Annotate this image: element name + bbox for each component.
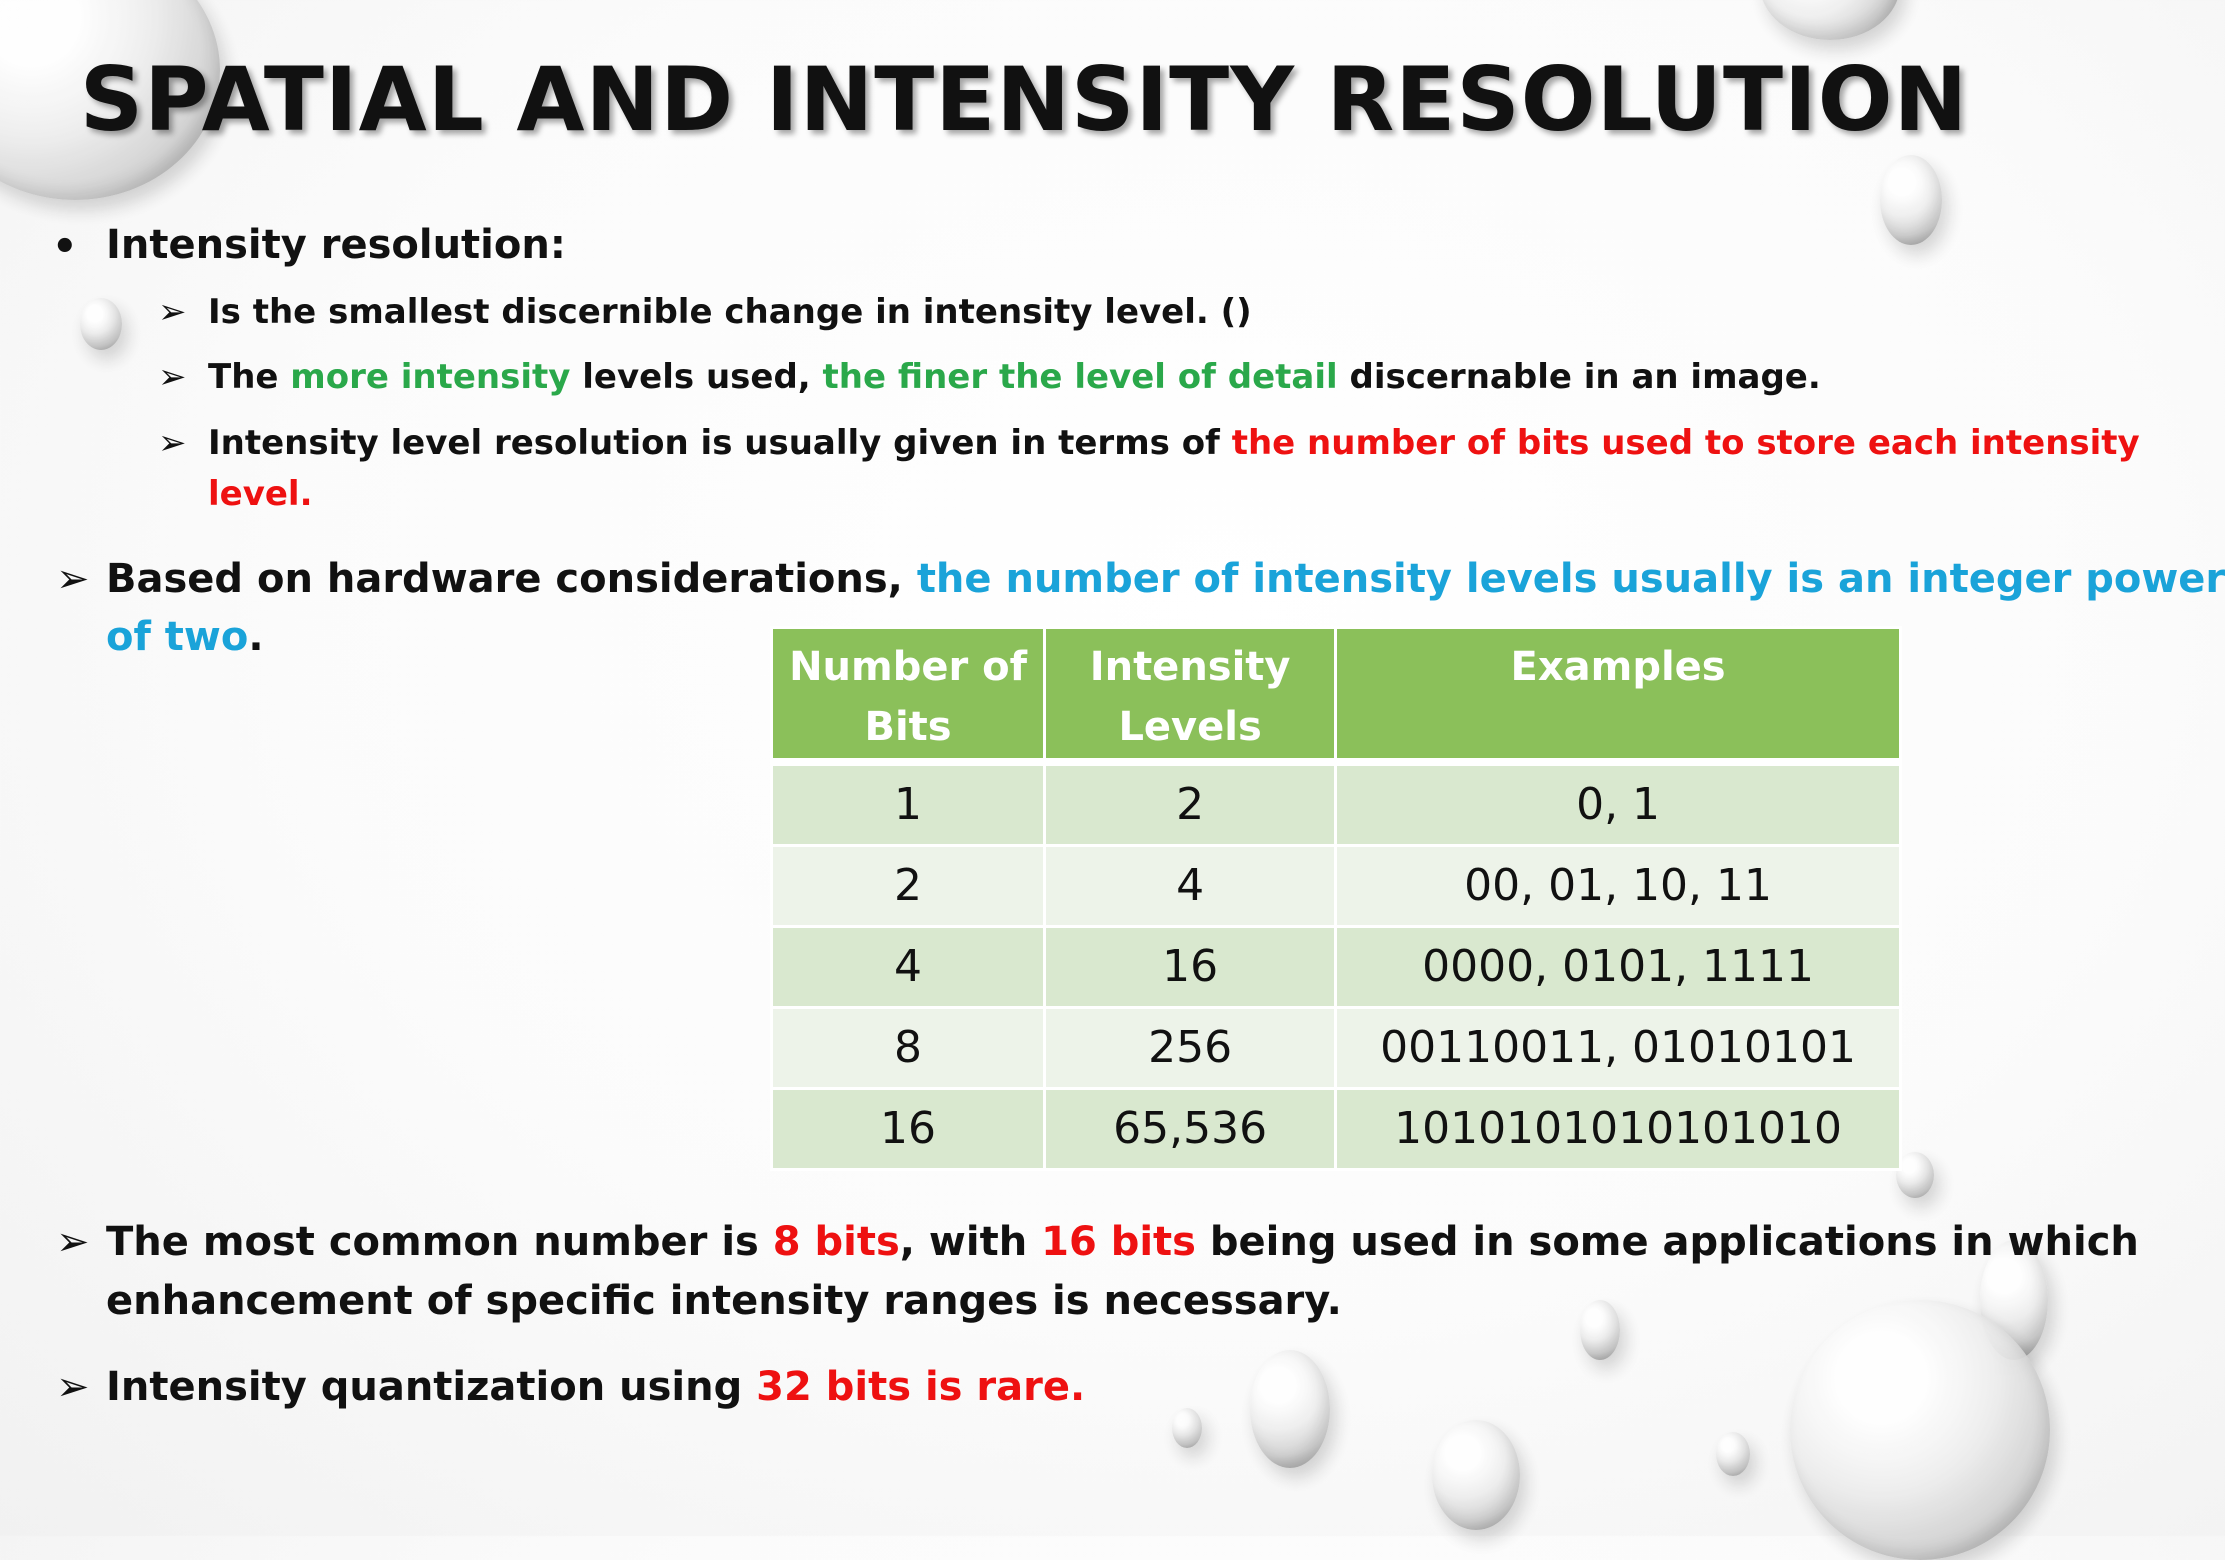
cell-bits: 2	[772, 845, 1045, 926]
water-drop-decoration	[1250, 1350, 1330, 1468]
header-intensity-levels: Intensity Levels	[1045, 628, 1336, 762]
most-common-bits-line2: enhancement of specific intensity ranges is necessary.	[106, 1278, 1342, 1324]
cell-examples: 1010101010101010	[1336, 1088, 1901, 1169]
table-row	[772, 845, 1901, 926]
cell-levels: 65,536	[1045, 1088, 1336, 1169]
table-header-row	[772, 628, 1901, 762]
cell-levels: 2	[1045, 762, 1336, 846]
cell-bits: 16	[772, 1088, 1045, 1169]
water-drop-decoration	[1432, 1420, 1520, 1530]
sub-bullet-bits-resolution: Intensity level resolution is usually given in terms of the number of bits used to store each intensity	[208, 423, 2140, 463]
table-row	[772, 1007, 1901, 1088]
hardware-considerations-line1: Based on hardware considerations, the number of intensity levels usually is an integer power	[106, 556, 2225, 602]
cell-examples: 0000, 0101, 1111	[1336, 926, 1901, 1007]
cell-levels: 16	[1045, 926, 1336, 1007]
water-drop-decoration	[1172, 1408, 1202, 1448]
cell-examples: 00, 01, 10, 11	[1336, 845, 1901, 926]
arrow-bullet-icon: ➢	[158, 292, 187, 332]
water-drop-decoration	[1790, 1300, 2050, 1560]
hardware-considerations-line2: of two.	[106, 614, 264, 660]
bullet-dot-icon: •	[52, 224, 78, 270]
sub-bullet-more-levels: The more intensity levels used, the finer the level of detail discernable in an image.	[208, 357, 1821, 397]
arrow-bullet-icon: ➢	[56, 1364, 90, 1410]
water-drop-decoration	[1880, 155, 1942, 245]
arrow-bullet-icon: ➢	[158, 423, 187, 463]
water-drop-decoration	[1760, 0, 1900, 40]
table-row	[772, 762, 1901, 846]
arrow-bullet-icon: ➢	[56, 556, 90, 602]
arrow-bullet-icon: ➢	[158, 357, 187, 397]
cell-bits: 4	[772, 926, 1045, 1007]
cell-levels: 256	[1045, 1007, 1336, 1088]
bits-levels-table	[770, 626, 1902, 1171]
cell-bits: 1	[772, 762, 1045, 846]
sub-bullet-bits-resolution-cont: level.	[208, 474, 313, 514]
arrow-bullet-icon: ➢	[56, 1219, 90, 1265]
table-row	[772, 926, 1901, 1007]
intensity-resolution-heading: Intensity resolution:	[106, 222, 566, 268]
header-examples: Examples	[1336, 628, 1901, 762]
most-common-bits-line1: The most common number is 8 bits, with 16 bits being used in some applications in which	[106, 1219, 2139, 1265]
slide-title: SPATIAL AND INTENSITY RESOLUTION	[79, 48, 1969, 151]
cell-examples: 00110011, 01010101	[1336, 1007, 1901, 1088]
water-drop-decoration	[1716, 1432, 1750, 1476]
cell-levels: 4	[1045, 845, 1336, 926]
table-row	[772, 1088, 1901, 1169]
header-number-of-bits: Number of Bits	[772, 628, 1045, 762]
sub-bullet-smallest-change: Is the smallest discernible change in intensity level. ()	[208, 292, 1252, 332]
water-drop-decoration	[80, 298, 122, 350]
quantization-32-bits-line: Intensity quantization using 32 bits is rare.	[106, 1364, 1086, 1410]
cell-examples: 0, 1	[1336, 762, 1901, 846]
water-drop-decoration	[1580, 1300, 1620, 1360]
cell-bits: 8	[772, 1007, 1045, 1088]
